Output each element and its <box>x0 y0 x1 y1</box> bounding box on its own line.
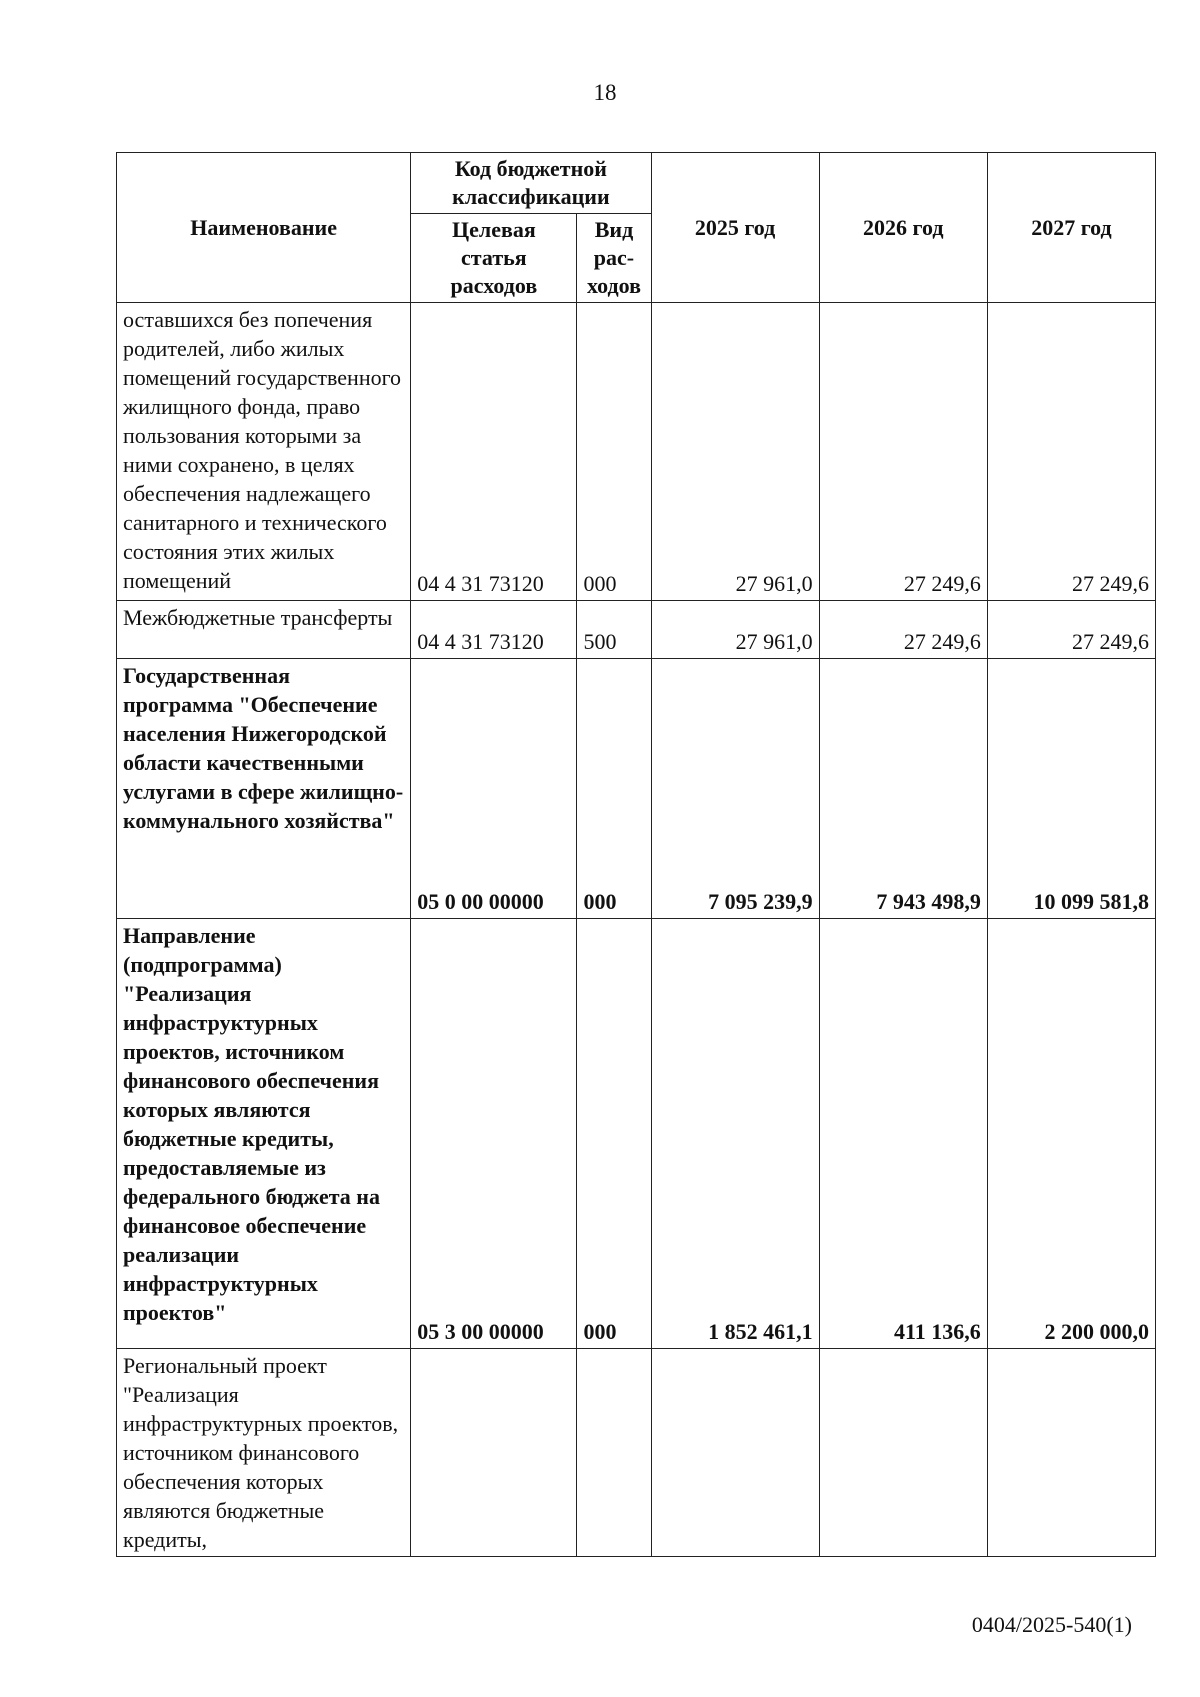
table-row <box>117 1349 1156 1557</box>
header-expense-type: Вид рас- ходов <box>577 214 651 303</box>
row-code: 04 4 31 73120 <box>411 601 577 659</box>
header-target-item: Целевая статья расходов <box>411 214 577 303</box>
page-number: 18 <box>593 80 617 105</box>
row-name: оставшихся без попечения родителей, либо жилых помещений государственного жилищного фонда, право пользования которыми за ними сохранено, в целях обеспечения надлежащего санитарного и технического состояния этих жилых помещений <box>117 303 411 601</box>
row-expense-type: 000 <box>577 659 651 919</box>
row-code: 05 0 00 00000 <box>411 659 577 919</box>
header-2027: 2027 год <box>987 153 1155 303</box>
row-code: 05 3 00 00000 <box>411 919 577 1349</box>
header-2025: 2025 год <box>651 153 819 303</box>
document-code: 0404/2025-540(1) <box>971 1612 1132 1637</box>
row-2027: 2 200 000,0 <box>987 919 1155 1349</box>
row-name: Направление (подпрограмма) "Реализация инфраструктурных проектов, источником финансового обеспечения которых являются бюджетные кредиты, предоставляемые из федерального бюджета на финансовое обеспечение реализации инфраструктурных проектов" <box>117 919 411 1349</box>
table-row <box>117 303 1156 601</box>
row-2025: 1 852 461,1 <box>651 919 819 1349</box>
table-row <box>117 601 1156 659</box>
row-expense-type: 000 <box>577 919 651 1349</box>
row-2025: 27 961,0 <box>651 601 819 659</box>
row-name: Государственная программа "Обеспечение населения Нижегородской области качественными услугами в сфере жилищно-коммунального хозяйства" <box>117 659 411 919</box>
row-2026: 411 136,6 <box>819 919 987 1349</box>
row-2025 <box>651 1349 819 1557</box>
row-2027: 27 249,6 <box>987 601 1155 659</box>
row-code: 04 4 31 73120 <box>411 303 577 601</box>
row-name: Межбюджетные трансферты <box>117 601 411 659</box>
row-2025: 27 961,0 <box>651 303 819 601</box>
row-2026: 27 249,6 <box>819 601 987 659</box>
row-2026: 7 943 498,9 <box>819 659 987 919</box>
header-name: Наименование <box>117 153 411 303</box>
row-2027 <box>987 1349 1155 1557</box>
table-row <box>117 919 1156 1349</box>
header-budget-code: Код бюджетной классификации <box>411 153 651 214</box>
row-expense-type: 000 <box>577 303 651 601</box>
budget-table <box>116 152 1156 1557</box>
row-expense-type <box>577 1349 651 1557</box>
header-2026: 2026 год <box>819 153 987 303</box>
row-code <box>411 1349 577 1557</box>
row-2025: 7 095 239,9 <box>651 659 819 919</box>
table-row <box>117 659 1156 919</box>
row-2027: 10 099 581,8 <box>987 659 1155 919</box>
row-2026 <box>819 1349 987 1557</box>
row-2027: 27 249,6 <box>987 303 1155 601</box>
row-expense-type: 500 <box>577 601 651 659</box>
row-name: Региональный проект "Реализация инфраструктурных проектов, источником финансового обеспечения которых являются бюджетные кредиты, <box>117 1349 411 1557</box>
row-2026: 27 249,6 <box>819 303 987 601</box>
